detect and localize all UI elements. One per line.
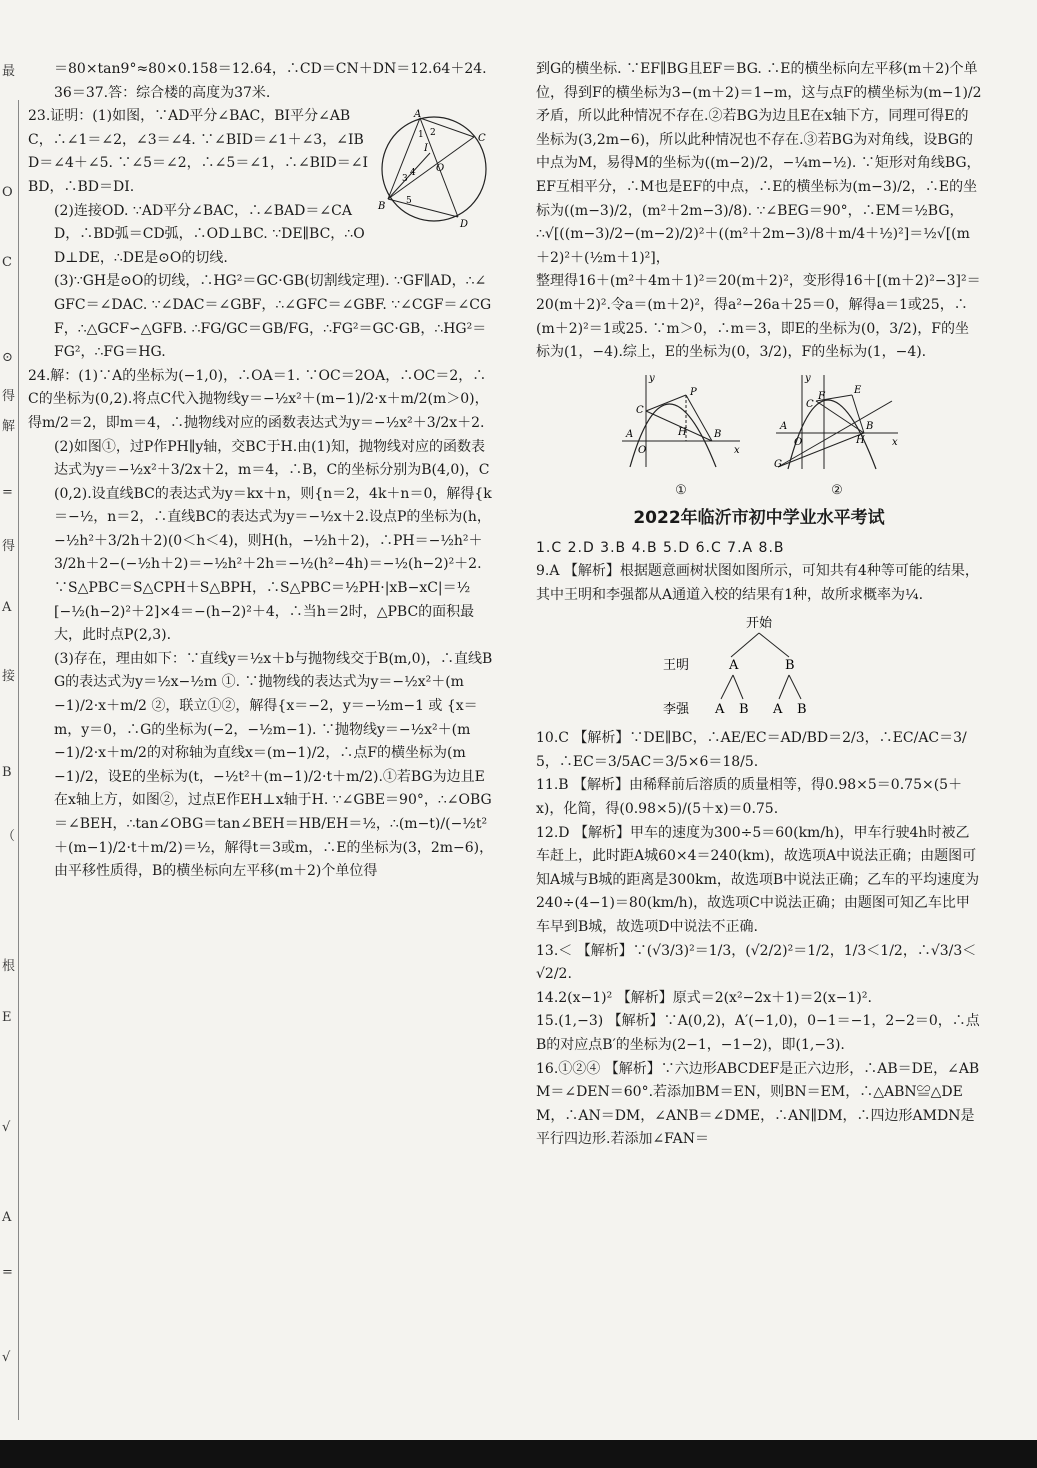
label-O: O xyxy=(638,444,647,456)
margin-char: = xyxy=(2,485,13,500)
solution-23-part3: (3)∵GH是⊙O的切线，∴HG²＝GC·GB(切割线定理). ∵GF∥AD，∴∠GFC＝∠DAC. ∵∠DAC＝∠GBF，∴∠GFC＝∠GBF. ∵∠CGF＝∠CGF，∴△GCF∽△GFB. ∴FG/GC＝GB/FG，∴FG²＝GC·GB，∴HG²＝FG²，∴FG＝HG. xyxy=(54,273,492,361)
label-1: 1 xyxy=(418,130,424,141)
solution-23-part2: (2)连接OD. ∵AD平分∠BAC，∴∠BAD＝∠CAD，∴BD弧＝CD弧，∴OD⊥BC. ∵DE∥BC，∴OD⊥DE，∴DE是⊙O的切线. xyxy=(54,202,365,266)
figure-1-label: ① xyxy=(675,483,687,499)
right-column xyxy=(536,58,982,1152)
label-G: G xyxy=(774,458,782,470)
label-y: y xyxy=(805,372,811,384)
figure-2-label: ② xyxy=(831,483,843,499)
solution-24-part1: 24.解：(1)∵A的坐标为(−1,0)，∴OA＝1. ∵OC＝2OA，∴OC＝2，∴C的坐标为(0,2).将点C代入抛物线y＝−½x²＋(m−1)/2·x＋m/2(m＞0)，得m/2＝2，即m＝4，∴抛物线对应的函数表达式为y＝−½x²＋3/2x＋2. xyxy=(28,367,489,431)
label-I: I xyxy=(424,143,428,155)
margin-char: 接 xyxy=(2,669,16,684)
solution-24-part3: (3)存在，理由如下：∵直线y＝½x＋b与抛物线交于B(m,0)，∴直线BG的表达式为y＝½x−½m ①. ∵抛物线的表达式为y＝−½x²＋(m−1)/2·x＋m/2 ②，联立①②，解得{x＝−2，y＝−½m−1 或 {x＝m，y＝0，∴G的坐标为(−2，−½m−1). ∵抛物线y＝−½x²＋(m−1)/2·x＋m/2的对称轴为直线x＝(m−1)/2，∴点F的横坐标为(m−1)/2，设E的坐标为(t，−½t²＋(m−1)/2·t＋m/2).①若BG为边且E在x轴上方，如图②，过点E作EH⊥x轴于H. ∵∠GBE＝90°，∴∠OBG＝∠BEH，∴tan∠OBG＝tan∠BEH＝HB/EH＝½，∴(m−t)/(−½t²＋(m−1)/2·t＋m/2)＝½，解得t＝3或m，∴E的坐标为(3，2m−6)，由平移性质得，B的横坐标向左平移(m＋2)个单位得 xyxy=(54,650,494,880)
margin-char: 解 xyxy=(2,419,16,434)
margin-char: 最 xyxy=(2,64,16,79)
margin-char: O xyxy=(2,185,13,200)
solution-24-conclusion: 整理得16＋(m²＋4m＋1)²＝20(m＋2)²，变形得16＋[(m＋2)²−3]²＝20(m＋2)².令a＝(m＋2)²，得a²−26a＋25＝0，解得a＝1或25，∴(m＋2)²＝1或25. ∵m＞0，∴m＝3，即E的坐标为(0，3/2)，F的坐标为(1，−4).综上，E的坐标为(0，3/2)，F的坐标为(1，−4). xyxy=(536,273,981,361)
parabola-figure-2 xyxy=(772,371,902,471)
parabola-figure-1 xyxy=(616,371,746,471)
label-4: 4 xyxy=(410,168,416,179)
label-B: B xyxy=(714,428,722,440)
label-C: C xyxy=(636,404,644,416)
tree-start: 开始 xyxy=(745,616,773,632)
answer-11: 11.B 【解析】由稀释前后溶质的质量相等，得0.98×5＝0.75×(5＋x)，化简，得(0.98×5)/(5＋x)＝0.75. xyxy=(536,777,963,818)
label-A: A xyxy=(414,109,422,121)
margin-char: A xyxy=(2,1210,12,1225)
margin-char: 得 xyxy=(2,389,16,404)
label-A: A xyxy=(780,420,788,432)
solution-24-equation: ∴√[((m−3)/2−(m−2)/2)²＋((m²＋2m−3)/8＋m/4＋½)²]＝½√[(m＋2)²＋(½m＋1)²]， xyxy=(536,226,970,266)
label-E: E xyxy=(854,384,862,396)
margin-char: B xyxy=(2,765,12,780)
margin-char: 根 xyxy=(2,959,16,974)
tree-leaf-A: A xyxy=(715,702,725,718)
label-H: H xyxy=(678,426,687,438)
tree-row1-label: 王明 xyxy=(663,658,690,674)
label-A: A xyxy=(626,428,634,440)
tree-node-B: B xyxy=(785,658,795,674)
tree-node-A: A xyxy=(729,658,739,674)
figure-1 xyxy=(616,371,746,503)
circle-figure-q23 xyxy=(376,109,494,231)
solution-24-continued: 到G的横坐标. ∵EF∥BG且EF＝BG. ∴E的横坐标向左平移(m＋2)个单位，得到F的横坐标为3−(m＋2)＝1−m，这与点F的横坐标为(m−1)/2矛盾，所以此种情况不存在.②若BG为边且E在x轴下方，同理可得E的坐标为(3,2m−6)，所以此种情况也不存在.③若BG为对角线，设BG的中点为M，易得M的坐标为((m−2)/2，−¼m−½). ∵矩形对角线BG，EF互相平分，∴M也是EF的中点，∴E的横坐标为(m−3)/2，∴E的坐标为((m−3)/2，(m²＋2m−3)/8). ∵∠BEG＝90°，∴EM＝½BG， xyxy=(536,61,982,219)
label-O: O xyxy=(794,436,803,448)
label-H: H xyxy=(856,434,865,446)
answer-16: 16.①②④ 【解析】∵六边形ABCDEF是正六边形，∴AB＝DE，∠ABM＝∠DEN＝60°.若添加BM＝EN，则BN＝EM，∴△ABN≌△DEM，∴AN＝DM，∠ANB＝∠DME，∴AN∥DM，∴四边形AMDN是平行四边形.若添加∠FAN＝ xyxy=(536,1060,980,1148)
margin-char: √ xyxy=(2,1350,11,1365)
label-3: 3 xyxy=(402,174,408,185)
left-column xyxy=(28,58,494,884)
label-2: 2 xyxy=(430,128,436,139)
section-title: 2022年临沂市初中学业水平考试 xyxy=(633,507,885,528)
margin-char: ⊙ xyxy=(2,350,13,365)
margin-char: √ xyxy=(2,1120,11,1135)
solution-24-part2: (2)如图①，过P作PH∥y轴，交BC于H.由(1)知，抛物线对应的函数表达式为y＝−½x²＋3/2x＋2，m＝4，∴B，C的坐标分别为B(4,0)，C(0,2).设直线BC的表达式为y＝kx＋n，则{n＝2，4k＋n＝0，解得{k＝−½，n＝2，∴直线BC的表达式为y＝−½x＋2.设点P的坐标为(h，−½h²＋3/2h＋2)(0＜h＜4)，则H(h，−½h＋2)，∴PH＝−½h²＋3/2h＋2−(−½h＋2)＝−½h²＋2h＝−½(h²−4h)＝−½(h−2)²＋2. ∵S△PBC＝S△CPH＋S△BPH，∴S△PBC＝½PH·|xB−xC|＝½[−½(h−2)²＋2]×4＝−(h−2)²＋4，∴当h＝2时，△PBC的面积最大，此时点P(2,3). xyxy=(54,438,492,644)
label-O: O xyxy=(436,163,445,175)
margin-char: 得 xyxy=(2,539,16,554)
answer-10: 10.C 【解析】∵DE∥BC，∴AE/EC＝AD/BD＝2/3，∴EC/AC＝3/5，∴EC＝3/5AC＝3/5×6＝18/5. xyxy=(536,730,967,770)
margin-char: A xyxy=(2,600,12,615)
multiple-choice-answers: 1.C 2.D 3.B 4.B 5.D 6.C 7.A 8.B xyxy=(536,539,785,556)
label-x: x xyxy=(892,436,898,448)
tree-diagram xyxy=(659,613,859,721)
margin-char: E xyxy=(2,1010,12,1025)
answer-13: 13.＜ 【解析】∵(√3/3)²＝1/3，(√2/2)²＝1/2，1/3＜1/2，∴√3/3＜√2/2. xyxy=(536,942,977,983)
tree-leaf-A: A xyxy=(773,702,783,718)
label-y: y xyxy=(649,372,655,384)
margin-divider xyxy=(18,100,19,1420)
label-5: 5 xyxy=(406,196,412,207)
label-C: C xyxy=(478,133,486,145)
solution-23-part1: 23.证明：(1)如图，∵AD平分∠BAC，BI平分∠ABC，∴∠1＝∠2，∠3＝∠4. ∵∠BID＝∠1＋∠3，∠IBD＝∠4＋∠5. ∵∠5＝∠2，∴∠5＝∠1，∴∠BID＝∠IBD，∴BD＝DI. xyxy=(28,108,368,195)
margin-char: （ xyxy=(2,829,16,844)
label-D: D xyxy=(460,219,469,231)
left-margin-strip xyxy=(0,40,20,1380)
answer-14: 14.2(x−1)² 【解析】原式＝2(x²−2x＋1)＝2(x−1)². xyxy=(536,989,872,1006)
tree-leaf-B: B xyxy=(797,702,807,718)
label-P: P xyxy=(690,386,697,398)
label-x: x xyxy=(734,444,740,456)
tree-row2-label: 李强 xyxy=(663,702,690,718)
answer-9: 9.A 【解析】根据题意画树状图如图所示，可知共有4种等可能的结果，其中王明和李强都从A通道入校的结果有1种，故所求概率为¼. xyxy=(536,563,979,603)
label-F: F xyxy=(818,390,825,402)
label-B: B xyxy=(378,201,386,213)
margin-char: = xyxy=(2,1265,13,1280)
answer-12: 12.D 【解析】甲车的速度为300÷5＝60(km/h)，甲车行驶4h时被乙车赶上，此时距A城60×4＝240(km)，故选项A中说法正确；由题图可知A城与B城的距离是300km，故选项B中说法正确；乙车的平均速度为240÷(4−1)＝80(km/h)，故选项C中说法正确；由题图可知乙车比甲车早到B城，故选项D中说法不正确. xyxy=(536,824,980,936)
parabola-figures xyxy=(536,371,982,503)
answer-15: 15.(1,−3) 【解析】∵A(0,2)，A′(−1,0)，0−1＝−1，2−2＝0，∴点B的对应点B′的坐标为(2−1，−1−2)，即(1,−3). xyxy=(536,1013,980,1053)
margin-char: C xyxy=(2,255,12,270)
label-C: C xyxy=(806,398,814,410)
bottom-edge-bar xyxy=(0,1440,1037,1468)
tree-leaf-B: B xyxy=(739,702,749,718)
solution-22-end: ＝80×tan9°≈80×0.158＝12.64，∴CD＝CN＋DN＝12.64＋24.36＝37.答：综合楼的高度为37米. xyxy=(54,61,487,101)
label-B: B xyxy=(866,420,874,432)
figure-2 xyxy=(772,371,902,503)
